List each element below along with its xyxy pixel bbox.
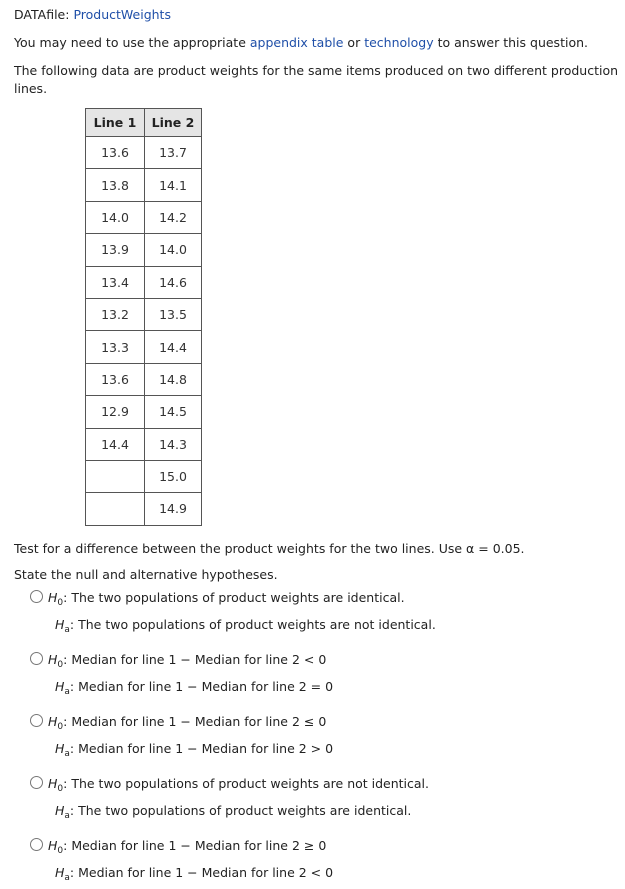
product-weights-table — [85, 108, 202, 526]
ha-symbol: $H_a$ — [55, 616, 70, 635]
null-hypothesis-text: Median for line 1 − Median for line 2 ≥ 0 — [71, 837, 327, 853]
table-header-row — [86, 109, 202, 137]
cell-line-2: 14.3 — [145, 428, 202, 460]
cell-line-2: 14.2 — [145, 201, 202, 233]
appendix-table-link[interactable]: appendix table — [249, 35, 344, 50]
radio-button[interactable] — [30, 776, 43, 789]
alternative-hypothesis-text: Median for line 1 − Median for line 2 < 0 — [78, 864, 334, 880]
question-text: Test for a difference between the product weights for the two lines. Use α = 0.05. — [14, 540, 525, 556]
hypothesis-options — [14, 587, 625, 889]
hypothesis-option-1[interactable] — [30, 587, 625, 641]
instruction-prefix: You may need to use the appropriate — [14, 35, 250, 50]
cell-line-2: 14.4 — [145, 331, 202, 363]
table-row — [86, 201, 202, 233]
cell-line-2: 14.9 — [145, 493, 202, 525]
ha-symbol: $H_a$ — [55, 740, 70, 759]
cell-line-2: 15.0 — [145, 460, 202, 492]
alternative-hypothesis: $H_a$: Median for line 1 − Median for line 2 > 0 — [55, 740, 334, 759]
hypothesis-text — [48, 711, 333, 765]
alternative-hypothesis: $H_a$: Median for line 1 − Median for line 2 = 0 — [55, 678, 334, 697]
null-hypothesis: $H_0$: Median for line 1 − Median for line 2 ≥ 0 — [48, 837, 327, 856]
cell-line-2: 13.5 — [145, 298, 202, 330]
table-row — [86, 396, 202, 428]
cell-line-2: 13.7 — [145, 137, 202, 169]
cell-line-1: 13.4 — [86, 266, 145, 298]
header-line-1: Line 1 — [86, 109, 145, 137]
table-row — [86, 460, 202, 492]
instruction-middle: or — [343, 35, 365, 50]
h0-symbol: $H_0$ — [48, 713, 64, 732]
cell-line-1: 13.3 — [86, 331, 145, 363]
technology-link[interactable]: technology — [364, 35, 434, 50]
state-text: State the null and alternative hypotheses. — [14, 566, 278, 582]
alternative-hypothesis: $H_a$: Median for line 1 − Median for line 2 < 0 — [55, 864, 334, 883]
instruction-line — [14, 34, 625, 52]
alternative-hypothesis-text: Median for line 1 − Median for line 2 > 0 — [78, 740, 334, 756]
table-row — [86, 428, 202, 460]
table-row — [86, 266, 202, 298]
radio-button[interactable] — [30, 714, 43, 727]
hypothesis-option-5[interactable] — [30, 835, 625, 889]
datafile-link[interactable]: ProductWeights — [73, 7, 171, 22]
h0-symbol: $H_0$ — [48, 837, 64, 856]
table-row — [86, 331, 202, 363]
cell-line-2: 14.6 — [145, 266, 202, 298]
null-hypothesis-text: The two populations of product weights are identical. — [71, 589, 405, 605]
alternative-hypothesis-text: Median for line 1 − Median for line 2 = 0 — [78, 678, 334, 694]
null-hypothesis: $H_0$: Median for line 1 − Median for line 2 ≤ 0 — [48, 713, 327, 732]
hypothesis-text — [48, 587, 436, 641]
alternative-hypothesis: $H_a$: The two populations of product weights are identical. — [55, 802, 412, 821]
radio-button[interactable] — [30, 652, 43, 665]
ha-symbol: $H_a$ — [55, 678, 70, 697]
h0-symbol: $H_0$ — [48, 589, 64, 608]
datafile-label: DATAfile: — [14, 7, 74, 22]
table-row — [86, 169, 202, 201]
null-hypothesis-text: Median for line 1 − Median for line 2 < 0 — [71, 651, 327, 667]
cell-line-2: 14.8 — [145, 363, 202, 395]
table-row — [86, 493, 202, 525]
null-hypothesis: $H_0$: Median for line 1 − Median for line 2 < 0 — [48, 651, 327, 670]
cell-line-2: 14.0 — [145, 234, 202, 266]
null-hypothesis: $H_0$: The two populations of product weights are not identical. — [48, 775, 430, 794]
cell-line-1 — [86, 460, 145, 492]
radio-button[interactable] — [30, 838, 43, 851]
cell-line-1: 13.9 — [86, 234, 145, 266]
alternative-hypothesis: $H_a$: The two populations of product weights are not identical. — [55, 616, 436, 635]
cell-line-1: 14.0 — [86, 201, 145, 233]
radio-button[interactable] — [30, 590, 43, 603]
alternative-hypothesis-text: The two populations of product weights are not identical. — [78, 616, 436, 632]
table-row — [86, 234, 202, 266]
h0-symbol: $H_0$ — [48, 775, 64, 794]
table-row — [86, 137, 202, 169]
datafile-line — [14, 6, 625, 24]
null-hypothesis-text: The two populations of product weights are not identical. — [71, 775, 430, 791]
header-line-2: Line 2 — [145, 109, 202, 137]
intro-text: The following data are product weights for the same items produced on two different production lines. — [14, 63, 619, 96]
table-row — [86, 363, 202, 395]
null-hypothesis: $H_0$: The two populations of product weights are identical. — [48, 589, 405, 608]
cell-line-1: 13.8 — [86, 169, 145, 201]
hypothesis-text — [48, 649, 333, 703]
cell-line-1 — [86, 493, 145, 525]
null-hypothesis-text: Median for line 1 − Median for line 2 ≤ 0 — [71, 713, 327, 729]
ha-symbol: $H_a$ — [55, 864, 70, 883]
cell-line-1: 13.6 — [86, 137, 145, 169]
instruction-suffix: to answer this question. — [433, 35, 588, 50]
alternative-hypothesis-text: The two populations of product weights are identical. — [78, 802, 412, 818]
hypothesis-option-4[interactable] — [30, 773, 625, 827]
h0-symbol: $H_0$ — [48, 651, 64, 670]
cell-line-2: 14.5 — [145, 396, 202, 428]
cell-line-2: 14.1 — [145, 169, 202, 201]
cell-line-1: 14.4 — [86, 428, 145, 460]
cell-line-1: 12.9 — [86, 396, 145, 428]
cell-line-1: 13.6 — [86, 363, 145, 395]
hypothesis-text — [48, 773, 429, 827]
table-row — [86, 298, 202, 330]
hypothesis-text — [48, 835, 333, 889]
hypothesis-option-2[interactable] — [30, 649, 625, 703]
ha-symbol: $H_a$ — [55, 802, 70, 821]
hypothesis-option-3[interactable] — [30, 711, 625, 765]
cell-line-1: 13.2 — [86, 298, 145, 330]
